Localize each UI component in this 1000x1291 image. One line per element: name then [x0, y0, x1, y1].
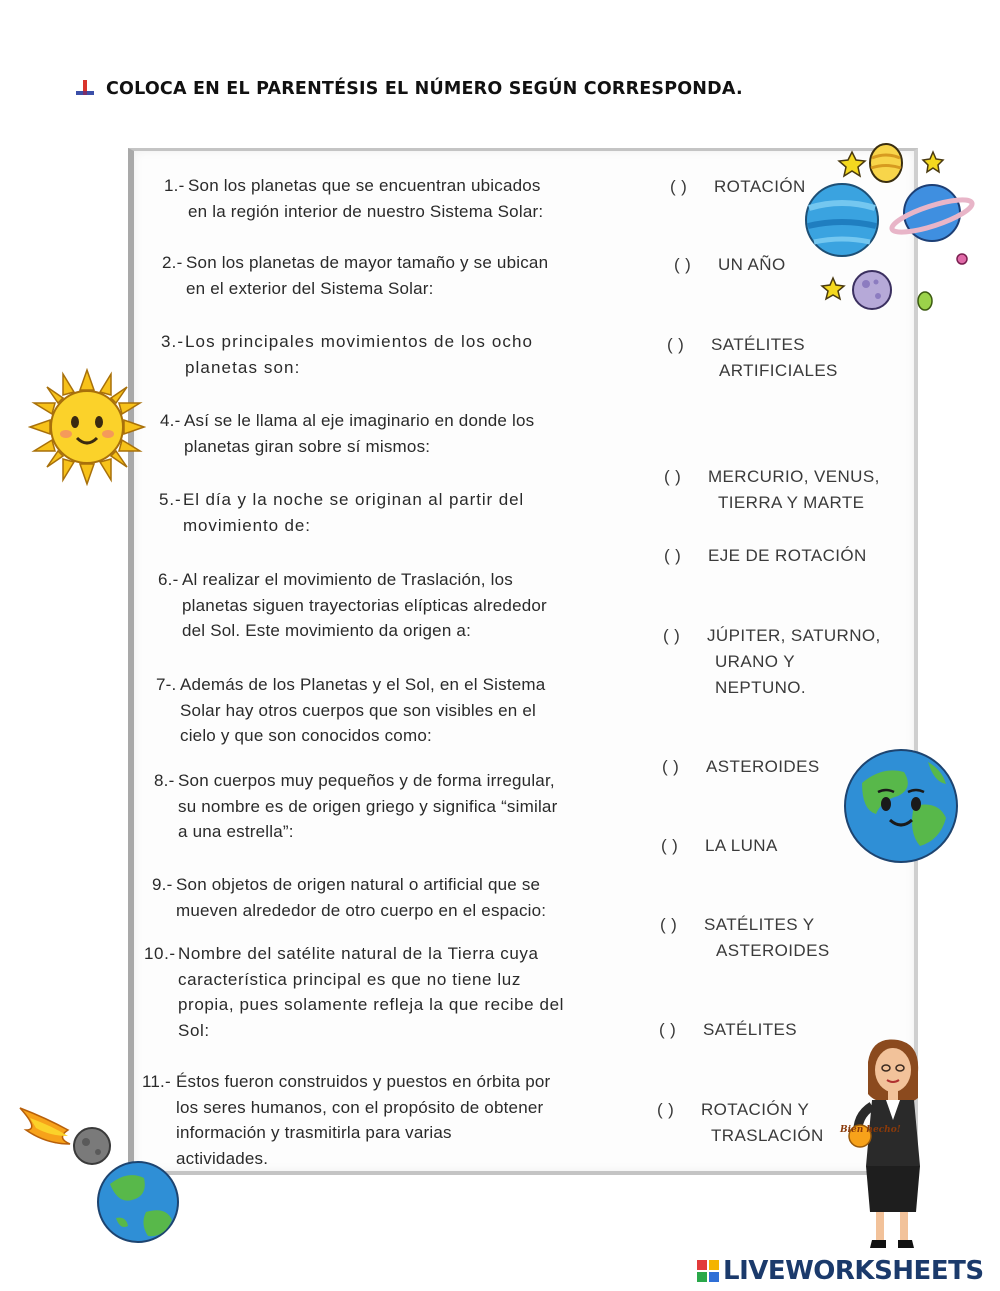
answer-parenthesis[interactable]: ( )	[657, 1100, 675, 1119]
answer-parenthesis[interactable]: ( )	[664, 546, 682, 565]
option-line: TRASLACIÓN	[711, 1126, 824, 1145]
liveworksheets-brand: LIVEWORKSHEETS	[723, 1256, 984, 1286]
option-line: ROTACIÓN	[714, 177, 806, 196]
question-number: 4.-	[160, 411, 181, 430]
option-line: URANO Y	[715, 652, 795, 671]
option-item	[670, 174, 806, 200]
option-line: LA LUNA	[705, 836, 778, 855]
option-item	[659, 1017, 797, 1043]
question-line: propia, pues solamente refleja la que recibe del	[178, 995, 565, 1014]
option-item	[674, 252, 786, 278]
question-line: Son objetos de origen natural o artificial que se	[176, 875, 541, 894]
question-item	[162, 250, 548, 301]
question-item	[142, 1069, 550, 1171]
question-number: 2.-	[162, 253, 183, 272]
liveworksheets-logo-icon	[697, 1260, 719, 1282]
option-item	[657, 1097, 824, 1149]
question-line: a una estrella”:	[178, 822, 294, 841]
option-line: ASTEROIDES	[716, 941, 830, 960]
question-number: 1.-	[164, 176, 185, 195]
instruction-heading	[74, 78, 743, 100]
question-line: actividades.	[176, 1148, 269, 1168]
option-item	[660, 912, 830, 964]
planets-cluster-icon	[800, 138, 975, 318]
question-line: Son los planetas que se encuentran ubicados	[188, 176, 541, 195]
question-line: Son los planetas de mayor tamaño y se ubican	[186, 253, 549, 272]
question-line: Al realizar el movimiento de Traslación, los	[182, 570, 513, 589]
option-line: UN AÑO	[718, 255, 786, 274]
option-line: JÚPITER, SATURNO,	[707, 626, 881, 645]
question-number: 10.-	[144, 944, 176, 963]
answer-parenthesis[interactable]: ( )	[674, 255, 692, 274]
option-item	[664, 543, 867, 569]
question-line: los seres humanos, con el propósito de obtener	[176, 1097, 544, 1117]
instruction-text: COLOCA EN EL PARENTÉSIS EL NÚMERO SEGÚN CORRESPONDA.	[106, 79, 743, 99]
question-number: 9.-	[152, 875, 173, 894]
option-item	[661, 833, 778, 859]
question-line: del Sol. Este movimiento da origen a:	[182, 621, 471, 640]
sun-icon	[28, 368, 146, 486]
option-item	[667, 332, 838, 384]
option-line: TIERRA Y MARTE	[718, 493, 865, 512]
question-line: cielo y que son conocidos como:	[180, 726, 432, 745]
option-item	[663, 623, 881, 701]
teacher-character-icon	[838, 1036, 948, 1254]
question-line: en el exterior del Sistema Solar:	[186, 278, 434, 298]
question-line: planetas siguen trayectorias elípticas alrededor	[182, 595, 547, 615]
question-number: 5.-	[159, 490, 182, 509]
option-line: MERCURIO, VENUS,	[708, 467, 880, 486]
question-line: Los principales movimientos de los ocho	[185, 332, 534, 351]
question-item	[164, 173, 543, 224]
question-number: 7-.	[156, 675, 177, 694]
question-line: Éstos fueron construidos y puestos en órbita por	[176, 1072, 551, 1091]
option-line: ASTEROIDES	[706, 757, 820, 776]
answer-parenthesis[interactable]: ( )	[664, 467, 682, 486]
question-item	[154, 768, 557, 845]
answer-parenthesis[interactable]: ( )	[659, 1020, 677, 1039]
answer-parenthesis[interactable]: ( )	[667, 335, 685, 354]
option-line: SATÉLITES Y	[704, 915, 815, 934]
answer-parenthesis[interactable]: ( )	[663, 626, 681, 645]
teacher-badge-text: Bien hecho!	[840, 1125, 901, 1135]
option-line: NEPTUNO.	[715, 678, 807, 697]
question-item	[156, 672, 545, 749]
question-line: Son cuerpos muy pequeños y de forma irregular,	[178, 771, 555, 790]
option-line: SATÉLITES	[703, 1020, 797, 1039]
question-line: en la región interior de nuestro Sistema Solar:	[188, 201, 544, 221]
plus-bullet-icon	[74, 78, 96, 100]
question-line: su nombre es de origen griego y significa “similar	[178, 796, 558, 816]
question-line: planetas son:	[185, 357, 301, 377]
option-line: SATÉLITES	[711, 335, 805, 354]
question-line: Sol:	[178, 1020, 210, 1040]
question-line: Además de los Planetas y el Sol, en el Sistema	[180, 675, 546, 694]
earth-smiling-icon	[842, 748, 960, 864]
answer-parenthesis[interactable]: ( )	[662, 757, 680, 776]
option-item	[662, 754, 820, 780]
question-line: característica principal es que no tiene luz	[178, 969, 521, 989]
question-line: mueven alrededor de otro cuerpo en el espacio:	[176, 900, 547, 920]
question-item	[144, 941, 564, 1043]
question-line: Así se le llama al eje imaginario en donde los	[184, 411, 535, 430]
question-line: planetas giran sobre sí mismos:	[184, 436, 431, 456]
question-number: 3.-	[161, 332, 185, 351]
question-line: información y trasmitirla para varias	[176, 1123, 452, 1142]
question-item	[152, 872, 546, 923]
answer-parenthesis[interactable]: ( )	[661, 836, 679, 855]
question-number: 11.-	[142, 1072, 171, 1091]
question-number: 8.-	[154, 771, 175, 790]
liveworksheets-watermark	[697, 1256, 984, 1286]
question-item	[158, 567, 547, 644]
option-line: ROTACIÓN Y	[701, 1100, 810, 1119]
question-item	[161, 329, 533, 380]
question-item	[160, 408, 534, 459]
question-line: Solar hay otros cuerpos que son visibles en el	[180, 700, 537, 720]
option-line: EJE DE ROTACIÓN	[708, 546, 867, 565]
question-line: Nombre del satélite natural de la Tierra cuya	[178, 944, 539, 963]
answer-parenthesis[interactable]: ( )	[660, 915, 678, 934]
question-item	[159, 487, 524, 538]
question-line: movimiento de:	[183, 515, 311, 535]
question-line: El día y la noche se originan al partir del	[183, 490, 525, 509]
answer-parenthesis[interactable]: ( )	[670, 177, 688, 196]
option-item	[664, 464, 880, 516]
question-number: 6.-	[158, 570, 179, 589]
comet-earth-icon	[16, 1100, 186, 1248]
option-line: ARTIFICIALES	[719, 361, 838, 380]
